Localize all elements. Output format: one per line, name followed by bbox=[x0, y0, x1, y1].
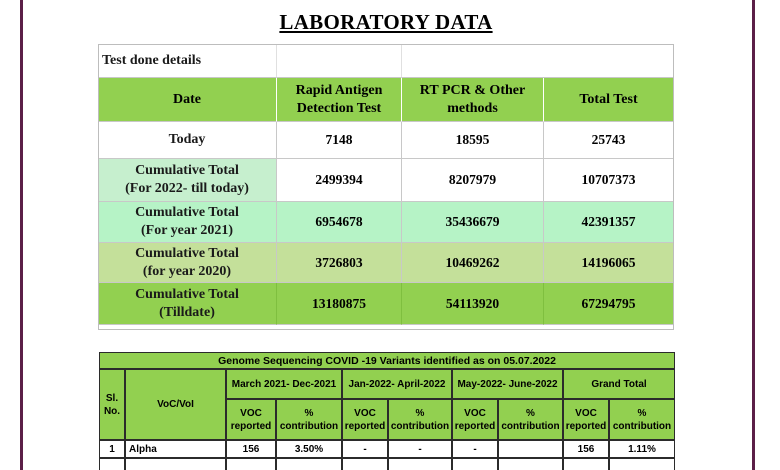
header-pct-contribution: % contribution bbox=[276, 399, 342, 440]
header-voc-reported: VOC reported bbox=[342, 399, 388, 440]
row-label: Cumulative Total (for year 2020) bbox=[98, 243, 277, 283]
p1-pct: 3.50% bbox=[276, 440, 342, 458]
table-row bbox=[98, 202, 674, 243]
header-total-test: Total Test bbox=[544, 78, 674, 122]
p2-pct: - bbox=[388, 440, 452, 458]
total-value: 10707373 bbox=[544, 159, 674, 202]
header-pct-contribution: % contribution bbox=[388, 399, 452, 440]
row-variant-name: Alpha bbox=[125, 440, 226, 458]
total-value: 14196065 bbox=[544, 243, 674, 283]
genome-sequencing-table bbox=[99, 352, 675, 470]
partial-row-cell bbox=[226, 458, 276, 470]
table-row bbox=[98, 122, 674, 159]
header-period-1: March 2021- Dec-2021 bbox=[226, 369, 342, 399]
p1-voc: 156 bbox=[226, 440, 276, 458]
rapid-value: 3726803 bbox=[277, 243, 402, 283]
row-label: Cumulative Total (Tilldate) bbox=[98, 283, 277, 325]
header-voc-voi: VoC/VoI bbox=[125, 369, 226, 440]
header-period-3: May-2022- June-2022 bbox=[452, 369, 563, 399]
rapid-value: 7148 bbox=[277, 122, 402, 159]
genome-banner: Genome Sequencing COVID -19 Variants identified as on 05.07.2022 bbox=[99, 352, 675, 369]
page-title: LABORATORY DATA bbox=[279, 10, 493, 34]
rapid-value: 2499394 bbox=[277, 159, 402, 202]
partial-row-cell bbox=[452, 458, 498, 470]
partial-row-cell bbox=[609, 458, 675, 470]
row-label: Today bbox=[98, 122, 277, 159]
header-voc-reported: VOC reported bbox=[452, 399, 498, 440]
header-date: Date bbox=[98, 78, 277, 122]
header-pct-contribution: % contribution bbox=[498, 399, 563, 440]
header-row bbox=[98, 78, 674, 122]
rtpcr-value: 8207979 bbox=[402, 159, 544, 202]
header-voc-reported: VOC reported bbox=[563, 399, 609, 440]
header-sl-no: Sl. No. bbox=[99, 369, 125, 440]
header-rt-pcr: RT PCR & Other methods bbox=[402, 78, 544, 122]
table-row bbox=[98, 243, 674, 283]
header-rapid-antigen: Rapid Antigen Detection Test bbox=[277, 78, 402, 122]
empty-cell bbox=[402, 44, 544, 78]
empty-cell bbox=[544, 44, 674, 78]
partial-row-cell bbox=[498, 458, 563, 470]
rtpcr-value: 18595 bbox=[402, 122, 544, 159]
total-value: 25743 bbox=[544, 122, 674, 159]
partial-row-cell bbox=[99, 458, 125, 470]
p3-voc: - bbox=[452, 440, 498, 458]
partial-row-cell bbox=[563, 458, 609, 470]
empty-cell bbox=[277, 44, 402, 78]
rtpcr-value: 35436679 bbox=[402, 202, 544, 243]
gt-voc: 156 bbox=[563, 440, 609, 458]
blank-row bbox=[98, 325, 674, 330]
header-grand-total: Grand Total bbox=[563, 369, 675, 399]
header-voc-reported: VOC reported bbox=[226, 399, 276, 440]
section-label: Test done details bbox=[98, 44, 277, 78]
row-sl: 1 bbox=[99, 440, 125, 458]
total-value: 67294795 bbox=[544, 283, 674, 325]
rapid-value: 6954678 bbox=[277, 202, 402, 243]
gt-pct: 1.11% bbox=[609, 440, 675, 458]
partial-row-cell bbox=[276, 458, 342, 470]
partial-row-cell bbox=[388, 458, 452, 470]
total-value: 42391357 bbox=[544, 202, 674, 243]
table-row bbox=[98, 283, 674, 325]
partial-row-cell bbox=[125, 458, 226, 470]
partial-row-cell bbox=[342, 458, 388, 470]
rapid-value: 13180875 bbox=[277, 283, 402, 325]
section-row bbox=[98, 44, 674, 78]
header-period-2: Jan-2022- April-2022 bbox=[342, 369, 452, 399]
p2-voc: - bbox=[342, 440, 388, 458]
laboratory-table bbox=[98, 44, 674, 330]
frame-left-border bbox=[20, 0, 23, 470]
frame-right-border bbox=[752, 0, 755, 470]
rtpcr-value: 54113920 bbox=[402, 283, 544, 325]
p3-pct bbox=[498, 440, 563, 458]
row-label: Cumulative Total (For 2022- till today) bbox=[98, 159, 277, 202]
header-pct-contribution: % contribution bbox=[609, 399, 675, 440]
table-row bbox=[98, 159, 674, 202]
row-label: Cumulative Total (For year 2021) bbox=[98, 202, 277, 243]
rtpcr-value: 10469262 bbox=[402, 243, 544, 283]
